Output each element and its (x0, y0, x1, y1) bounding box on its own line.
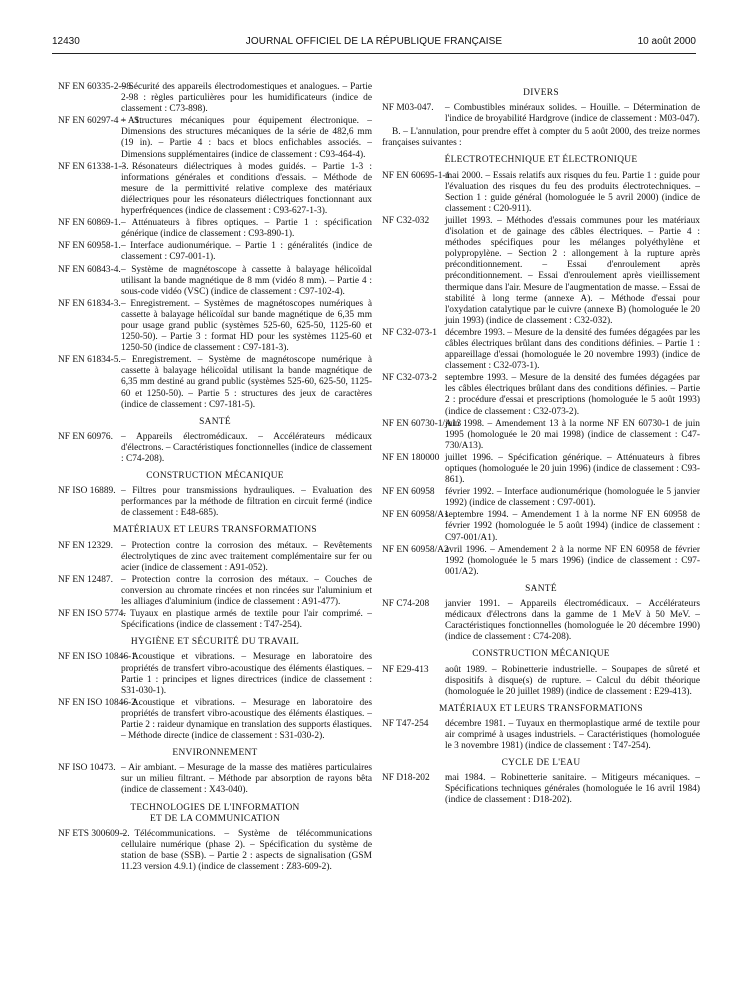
section-heading (58, 417, 372, 428)
standard-reference: NF EN 12329. (58, 540, 113, 551)
standard-entry (382, 719, 700, 752)
section-heading (58, 525, 372, 536)
standard-entry (58, 698, 372, 742)
standard-reference: NF EN 60958 (382, 487, 435, 498)
standard-entry (58, 541, 372, 574)
standard-reference: NF EN 61834-5. (58, 355, 121, 366)
standard-description: – Résonateurs diélectriques à modes guidés. – Partie 1-3 : informations générales et conditions d'essais. – Méthode de mesure de la permittivité relative complexe des matériaux diélectriques pour les résonateurs diélectriques fonctionnant aux hyperfréquences (indice de classement : C93-627-1-3). (121, 161, 372, 217)
right-column (382, 82, 700, 808)
standard-description: – Filtres pour transmissions hydrauliques. – Evaluation des performances par la méthode de filtration en circuit fermé (indice de classement : E48-685). (121, 486, 372, 519)
section-title: SANTÉ (525, 583, 557, 594)
section-title-line-2: ET DE LA COMMUNICATION (149, 813, 281, 824)
standard-entry (382, 103, 700, 125)
section-heading (58, 471, 372, 482)
standard-description: février 1992. – Interface audionumérique (homologuée le 5 janvier 1992) (indice de classement : C97-001). (445, 487, 700, 509)
section-heading (382, 155, 700, 166)
section-heading (382, 758, 700, 769)
standard-reference: NF M03-047. (382, 103, 434, 114)
standard-entry (382, 373, 700, 417)
standard-entry (382, 487, 700, 509)
standard-reference: NF ISO 10473. (58, 763, 116, 774)
standard-description: – Protection contre la corrosion des métaux. – Couches de conversion au chromate rincées et non rincées sur l'aluminium et les alliages d'aluminium (indice de classement : A91-477). (121, 574, 372, 608)
standard-reference: NF EN 60297-4 + A1. (58, 116, 142, 127)
section-heading (58, 637, 372, 648)
standard-description: – Protection contre la corrosion des métaux. – Revêtements électrolytiques de zinc avec traitement complémentaire sur fer ou acier (indice de classement : A91-052). (121, 540, 372, 573)
standard-description: – Enregistrement. – Systèmes de magnétoscopes numériques à cassette à balayage hélicoïdal sur bande magnétique de 6,35 mm pour usage grand public (systèmes 525-60, 625-50, 1125-60 et 1250-50). – Partie 3 : format HD pour les systèmes 1125-60 et 1250-50 (indice de classement : C97-181-3). (121, 298, 372, 354)
standard-reference: NF C74-208 (382, 599, 430, 610)
standard-description: janvier 1991. – Appareils électromédicaux. – Accélérateurs médicaux d'électrons dans la gamme de 1 MeV à 50 MeV. – Caractéristiques fonctionnelles (homologuée le 20 décembre 1990) (indice de classement : C74-208). (445, 599, 700, 643)
standard-entry (58, 82, 372, 115)
page-header (52, 36, 696, 50)
standard-reference: NF EN 60958/A2 (382, 544, 449, 555)
journal-title: JOURNAL OFFICIEL DE LA RÉPUBLIQUE FRANÇAISE (245, 36, 503, 47)
section-title: CONSTRUCTION MÉCANIQUE (146, 471, 284, 482)
standard-description: décembre 1981. – Tuyaux en thermoplastique armé de textile pour air comprimé à usages industriels. – Caractéristiques (homologuée le 3 novembre 1981) (indice de classement : T47-254). (445, 718, 700, 752)
standard-description: – Tuyaux en plastique armés de textile pour l'air comprimé. – Spécifications (indice de classement : T47-254). (121, 609, 372, 631)
section-heading (58, 748, 372, 759)
standard-entry (58, 609, 372, 631)
standard-entry (58, 575, 372, 608)
section-heading (382, 649, 700, 660)
standard-reference: NF EN 60958-1. (58, 241, 121, 252)
standard-description: – Télécommunications. – Système de télécommunications cellulaire numérique (phase 2). – Spécification du système de station de base (SSB). – Partie 2 : aspects de signalisation (GSM 11.23 version 4.9.1) (indice de classement : Z83-609-2). (121, 828, 372, 872)
standard-reference: NF EN ISO 5774. (58, 609, 126, 620)
section-heading (382, 584, 700, 595)
section-title: ÉLECTROTECHNIQUE ET ÉLECTRONIQUE (444, 155, 638, 166)
standard-description: – Appareils électromédicaux. – Accélérateurs médicaux d'électrons. – Caractéristiques fonctionnelles (indice de classement : C74-208). (121, 431, 372, 464)
issue-date: 10 août 2000 (637, 36, 696, 47)
standard-entry (382, 599, 700, 643)
standard-description: mai 1984. – Robinetterie sanitaire. – Mitigeurs mécaniques. – Spécifications techniques générales (homologuée le 16 avril 1984) (indice de classement : D18-202). (445, 773, 700, 806)
standard-entry (58, 265, 372, 298)
standard-description: – Système de magnétoscope à cassette à balayage hélicoïdal utilisant la bande magnétique de 8 mm (vidéo 8 mm). – Partie 4 : sous-code vidéo (VSC) (indice de classement : C97-102-4). (121, 264, 372, 297)
standard-entry (58, 355, 372, 410)
standard-entry (382, 216, 700, 327)
section-title: MATÉRIAUX ET LEURS TRANSFORMATIONS (113, 525, 317, 536)
standard-reference: NF EN ISO 10846-2. (58, 697, 139, 708)
standard-reference: NF D18-202 (382, 773, 430, 784)
standard-reference: NF E29-413 (382, 664, 429, 675)
standard-description: décembre 1993. – Mesure de la densité des fumées dégagées par les câbles électriques brûlant dans des conditions définies. – Partie 1 : appareillage d'essai (homologuée le 20 novembre 1993) (indice de classement : C32-073-1). (445, 327, 700, 372)
standard-entry (58, 116, 372, 160)
page-number: 12430 (52, 36, 80, 47)
standard-entry (382, 545, 700, 578)
standard-entry (58, 241, 372, 263)
paragraph: B. – L'annulation, pour prendre effet à compter du 5 août 2000, des treize normes françaises suivantes : (382, 127, 700, 149)
standard-entry (58, 829, 372, 873)
standard-entry (58, 299, 372, 354)
standard-description: août 1989. – Robinetterie industrielle. – Soupapes de sûreté et dispositifs à disque(s) de rupture. – Calcul du débit théorique (homologuée le 20 juillet 1989) (indice de classement : E29-413). (445, 664, 700, 697)
standard-reference: NF EN 60869-1. (58, 218, 121, 229)
standard-reference: NF EN 61338-1-3. (58, 161, 129, 172)
section-title: CONSTRUCTION MÉCANIQUE (472, 649, 610, 660)
standard-description: – Combustibles minéraux solides. – Houille. – Détermination de l'indice de broyabilité Hardgrove (indice de classement : M03-047). (445, 103, 700, 125)
section-heading (58, 803, 372, 825)
standard-description: juillet 1993. – Méthodes d'essais communes pour les matériaux d'isolation et de gainage des câbles électriques. – Partie 4 : méthodes spécifiques pour les mélanges polyéthylène et polypropylène. – Section 2 : allongement à la rupture après préconditionnement. – Essai d'enroulement après préconditionnement. – Essai d'enroulement après vieillissement thermique dans l'air. Mesure de l'augmentation de masse. – Essai de stabilité à long terme (annexe A). – Méthode d'essai pour l'oxydation catalytique par le cuivre (annexe B) (homologuée le 20 juin 1993) (indice de classement : C32-032). (445, 215, 700, 326)
standard-entry (58, 652, 372, 696)
standard-description: – Acoustique et vibrations. – Mesurage en laboratoire des propriétés de transfert vibro-acoustique des éléments élastiques. – Partie 1 : principes et lignes directrices (indice de classement : S31-030-1). (121, 652, 372, 696)
standard-entry (382, 419, 700, 452)
standard-entry (58, 162, 372, 217)
standard-description: – Atténuateurs à fibres optiques. – Partie 1 : spécification générique (indice de classement : C93-890-1). (121, 218, 372, 240)
section-heading (382, 88, 700, 99)
standard-reference: NF EN 60976. (58, 431, 113, 442)
standard-reference: NF EN 60958/A1 (382, 510, 449, 521)
standard-entry (382, 665, 700, 698)
standard-reference: NF EN 60695-1-1 (382, 170, 451, 181)
standard-entry (382, 171, 700, 215)
standard-entry (382, 453, 700, 486)
standard-reference: NF C32-073-2 (382, 373, 437, 384)
section-title: TECHNOLOGIES DE L'INFORMATION (130, 802, 300, 813)
standard-description: septembre 1994. – Amendement 1 à la norme NF EN 60958 de février 1992 (homologuée le 5 août 1994) (indice de classement : C97-001/A1). (445, 510, 700, 543)
standard-description: juin 1998. – Amendement 13 à la norme NF EN 60730-1 de juin 1995 (homologuée le 20 mai 1998) (indice de classement : C47-730/A13). (445, 418, 700, 451)
section-title: DIVERS (523, 88, 559, 98)
standard-description: – Interface audionumérique. – Partie 1 : généralités (indice de classement : C97-001-1). (121, 241, 372, 263)
standard-entry (58, 486, 372, 519)
section-title: HYGIÈNE ET SÉCURITÉ DU TRAVAIL (130, 637, 300, 648)
standard-reference: NF EN 180000 (382, 452, 440, 463)
standard-reference: NF EN ISO 10846-1. (58, 652, 139, 663)
standard-reference: NF T47-254 (382, 718, 429, 729)
standard-description: juillet 1996. – Spécification générique. – Atténuateurs à fibres optiques (homologuée le 20 juin 1996) (indice de classement : C93-861). (445, 452, 700, 486)
section-title: MATÉRIAUX ET LEURS TRANSFORMATIONS (439, 703, 643, 714)
standard-entry (382, 328, 700, 372)
standard-reference: NF C32-032 (382, 215, 430, 226)
standard-reference: NF EN 61834-3. (58, 298, 121, 309)
section-title: SANTÉ (199, 416, 231, 427)
standard-entry (58, 432, 372, 465)
standard-reference: NF ETS 300609-2. (58, 828, 130, 839)
standard-entry (58, 763, 372, 796)
standard-description: – Enregistrement. – Système de magnétoscope numérique à cassette à balayage hélicoïdal utilisant la bande magnétique de 6,35 mm destiné au grand public (systèmes 525-60, 625-50, 1125-60 et 1250-50). – Partie 5 : structures des jeux de caractères (indice de classement : C97-181-5). (121, 355, 372, 410)
standard-description: – Sécurité des appareils électrodomestiques et analogues. – Partie 2-98 : règles particulières pour les humidificateurs (indice de classement : C73-898). (121, 82, 372, 115)
standard-description: mai 2000. – Essais relatifs aux risques du feu. Partie 1 : guide pour l'évaluation des risques du feu des produits électrotechniques. – Section 1 : guide général (homologuée le 5 avril 2000) (indice de classement : C20-911). (445, 170, 700, 214)
standard-reference: NF C32-073-1 (382, 327, 437, 338)
left-column (58, 82, 372, 874)
standard-entry (382, 510, 700, 543)
standard-description: – Structures mécaniques pour équipement électronique. – Dimensions des structures mécaniques de la série de 482,6 mm (19 in). – Partie 4 : bacs et blocs enfichables associés. – Dimensions supplémentaires (indice de classement : C93-464-4). (121, 116, 372, 160)
standard-reference: NF ISO 16889. (58, 486, 116, 497)
standard-reference: NF EN 60335-2-98. (58, 82, 134, 92)
standard-reference: NF EN 60730-1/A13 (382, 418, 462, 429)
section-title: CYCLE DE L'EAU (501, 758, 581, 769)
section-title: ENVIRONNEMENT (172, 748, 258, 759)
standard-description: avril 1996. – Amendement 2 à la norme NF EN 60958 de février 1992 (homologuée le 5 mars 1996) (indice de classement : C97-001/A2). (445, 544, 700, 577)
standard-description: – Air ambiant. – Mesurage de la masse des matières particulaires sur un milieu filtrant. – Méthode par absorption de rayons bêta (indice de classement : X43-040). (121, 763, 372, 796)
standard-reference: NF EN 12487. (58, 574, 113, 585)
header-rule (52, 53, 696, 54)
standard-entry (58, 218, 372, 240)
standard-description: septembre 1993. – Mesure de la densité des fumées dégagées par les câbles électriques brûlant dans des conditions définies. – Partie 2 : procédure d'essai et prescriptions (homologuée le 5 août 1993) (indice de classement : C32-073-2). (445, 373, 700, 417)
section-heading (382, 704, 700, 715)
standard-reference: NF EN 60843-4. (58, 264, 121, 275)
standard-entry (382, 773, 700, 806)
standard-description: – Acoustique et vibrations. – Mesurage en laboratoire des propriétés de transfert vibro-acoustique des éléments élastiques. – Partie 2 : raideur dynamique en translation des supports élastiques. – Méthode directe (indice de classement : S31-030-2). (121, 697, 372, 742)
